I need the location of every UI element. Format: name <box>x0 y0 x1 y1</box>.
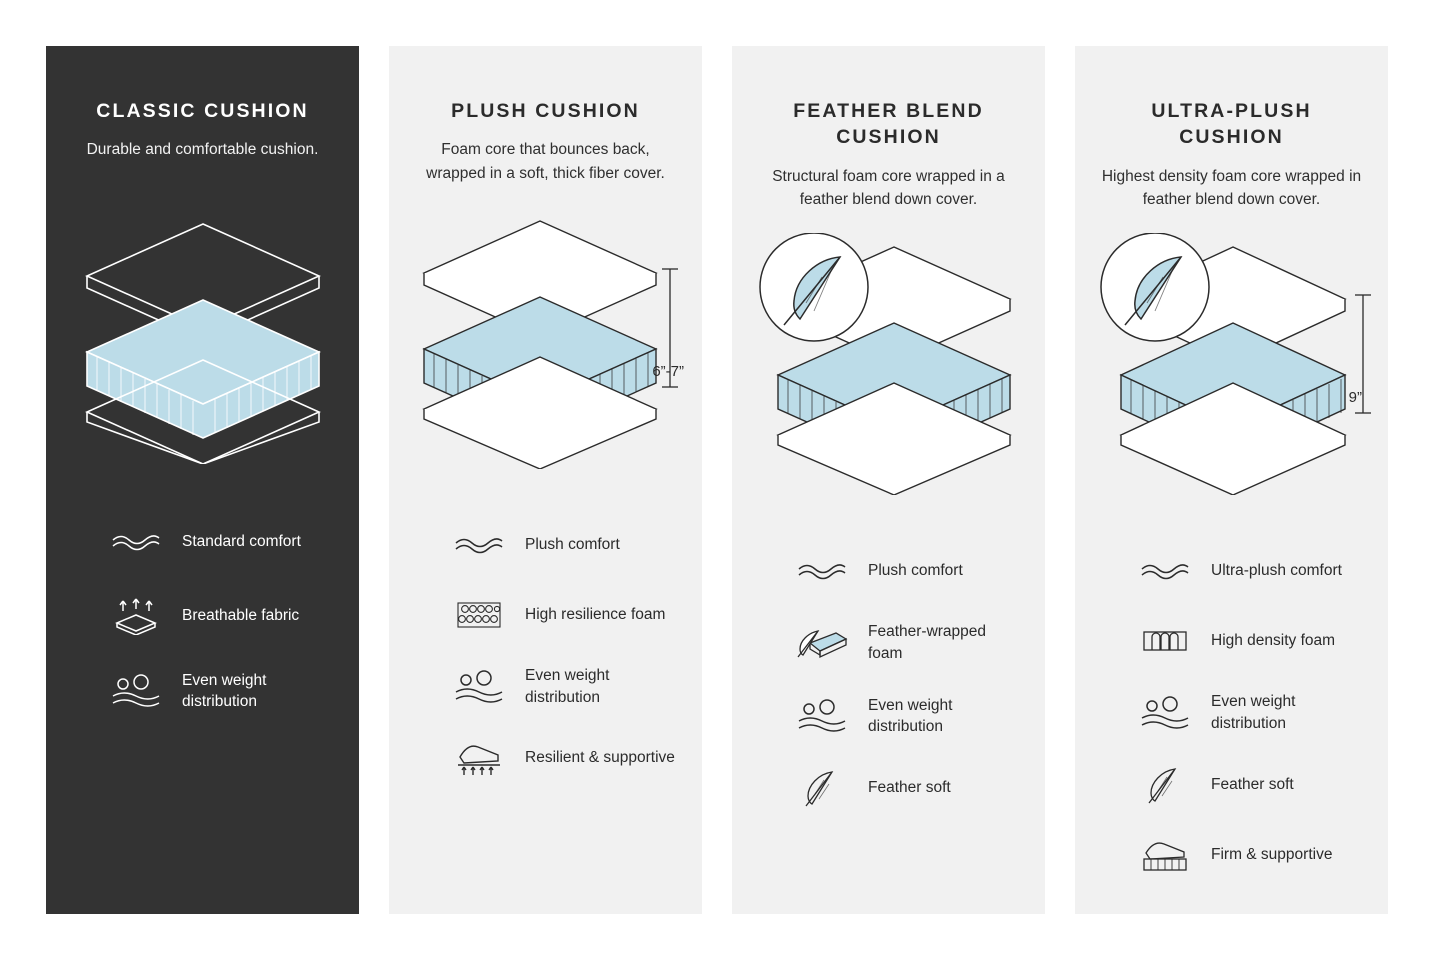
feature-label: Plush comfort <box>868 562 963 580</box>
dimension-label: 6”-7” <box>652 362 684 380</box>
feature-label: Even weight distribution <box>182 671 267 711</box>
feather-icon <box>794 768 850 808</box>
feather-badge <box>760 233 868 341</box>
even-weight-icon <box>1137 693 1193 733</box>
feature-label: Feather soft <box>868 779 951 797</box>
card-description: Foam core that bounces back, wrapped in a soft, thick fiber cover. <box>426 141 665 182</box>
feature-label: Firm & supportive <box>1211 845 1333 863</box>
dimension-label: 9” <box>1348 389 1362 407</box>
wave-icon <box>108 522 164 562</box>
card-feather-blend-cushion[interactable] <box>732 46 1045 914</box>
feature-label: Standard comfort <box>182 532 301 550</box>
feature-label: Feather-wrapped foam <box>868 623 987 662</box>
feature-item <box>794 695 1023 738</box>
high-density-foam-icon <box>1137 621 1193 661</box>
card-classic-cushion[interactable] <box>46 46 359 914</box>
wave-icon <box>1137 551 1193 591</box>
card-description: Durable and comfortable cushion. <box>86 141 319 159</box>
cushion-layers-diagram-feather-blend <box>754 233 1023 533</box>
feature-item <box>451 595 680 635</box>
feature-label: Even weight distribution <box>525 666 610 706</box>
feature-label: Plush comfort <box>525 535 620 553</box>
feather-icon <box>1137 765 1193 805</box>
feature-label: Resilient & supportive <box>525 749 675 767</box>
card-description: Structural foam core wrapped in a feather blend down cover. <box>772 167 1005 208</box>
breathable-fabric-icon <box>108 596 164 636</box>
wave-icon <box>794 551 850 591</box>
feature-label: High resilience foam <box>525 605 666 623</box>
cushion-layers-diagram-classic <box>68 204 337 504</box>
even-weight-icon <box>794 696 850 736</box>
page-title: PLUSH CUSHION <box>451 100 640 122</box>
feather-badge <box>1101 233 1209 341</box>
card-description: Highest density foam core wrapped in feather blend down cover. <box>1101 167 1362 208</box>
feature-item <box>451 665 680 708</box>
cushion-layers-diagram-plush <box>411 207 684 507</box>
page-title: ULTRA-PLUSH CUSHION <box>1151 100 1312 149</box>
card-ultra-plush-cushion[interactable] <box>1075 46 1388 914</box>
feature-item <box>451 738 680 778</box>
feature-label: High density foam <box>1211 632 1336 650</box>
firm-supportive-icon <box>1137 835 1193 875</box>
feather-wrapped-foam-icon <box>794 623 850 663</box>
features-list-plush <box>411 525 680 778</box>
feature-item <box>1137 621 1366 661</box>
feature-item <box>794 768 1023 808</box>
feature-label: Feather soft <box>1211 775 1294 793</box>
feature-item <box>108 522 337 562</box>
wave-icon <box>451 525 507 565</box>
feature-item <box>108 670 337 713</box>
page-title: CLASSIC CUSHION <box>96 100 309 122</box>
supportive-seat-icon <box>451 738 507 778</box>
feature-label: Even weight distribution <box>1211 693 1296 732</box>
honeycomb-foam-icon <box>451 595 507 635</box>
feature-item <box>1137 691 1366 734</box>
cushion-layers-diagram-ultra-plush <box>1097 233 1366 533</box>
card-plush-cushion[interactable] <box>389 46 702 914</box>
feature-label: Even weight distribution <box>868 696 953 736</box>
even-weight-icon <box>108 671 164 711</box>
features-list-classic <box>68 522 337 713</box>
feature-item <box>1137 765 1366 805</box>
features-list-feather-blend <box>754 551 1023 808</box>
page-title: FEATHER BLEND CUSHION <box>793 100 984 149</box>
feature-item <box>1137 835 1366 875</box>
feature-label: Ultra-plush comfort <box>1211 562 1342 580</box>
even-weight-icon <box>451 667 507 707</box>
feature-item <box>794 551 1023 591</box>
feature-item <box>794 621 1023 664</box>
feature-item <box>1137 551 1366 591</box>
feature-item <box>108 596 337 636</box>
features-list-ultra-plush <box>1097 551 1366 874</box>
feature-item <box>451 525 680 565</box>
feature-label: Breathable fabric <box>182 606 300 624</box>
